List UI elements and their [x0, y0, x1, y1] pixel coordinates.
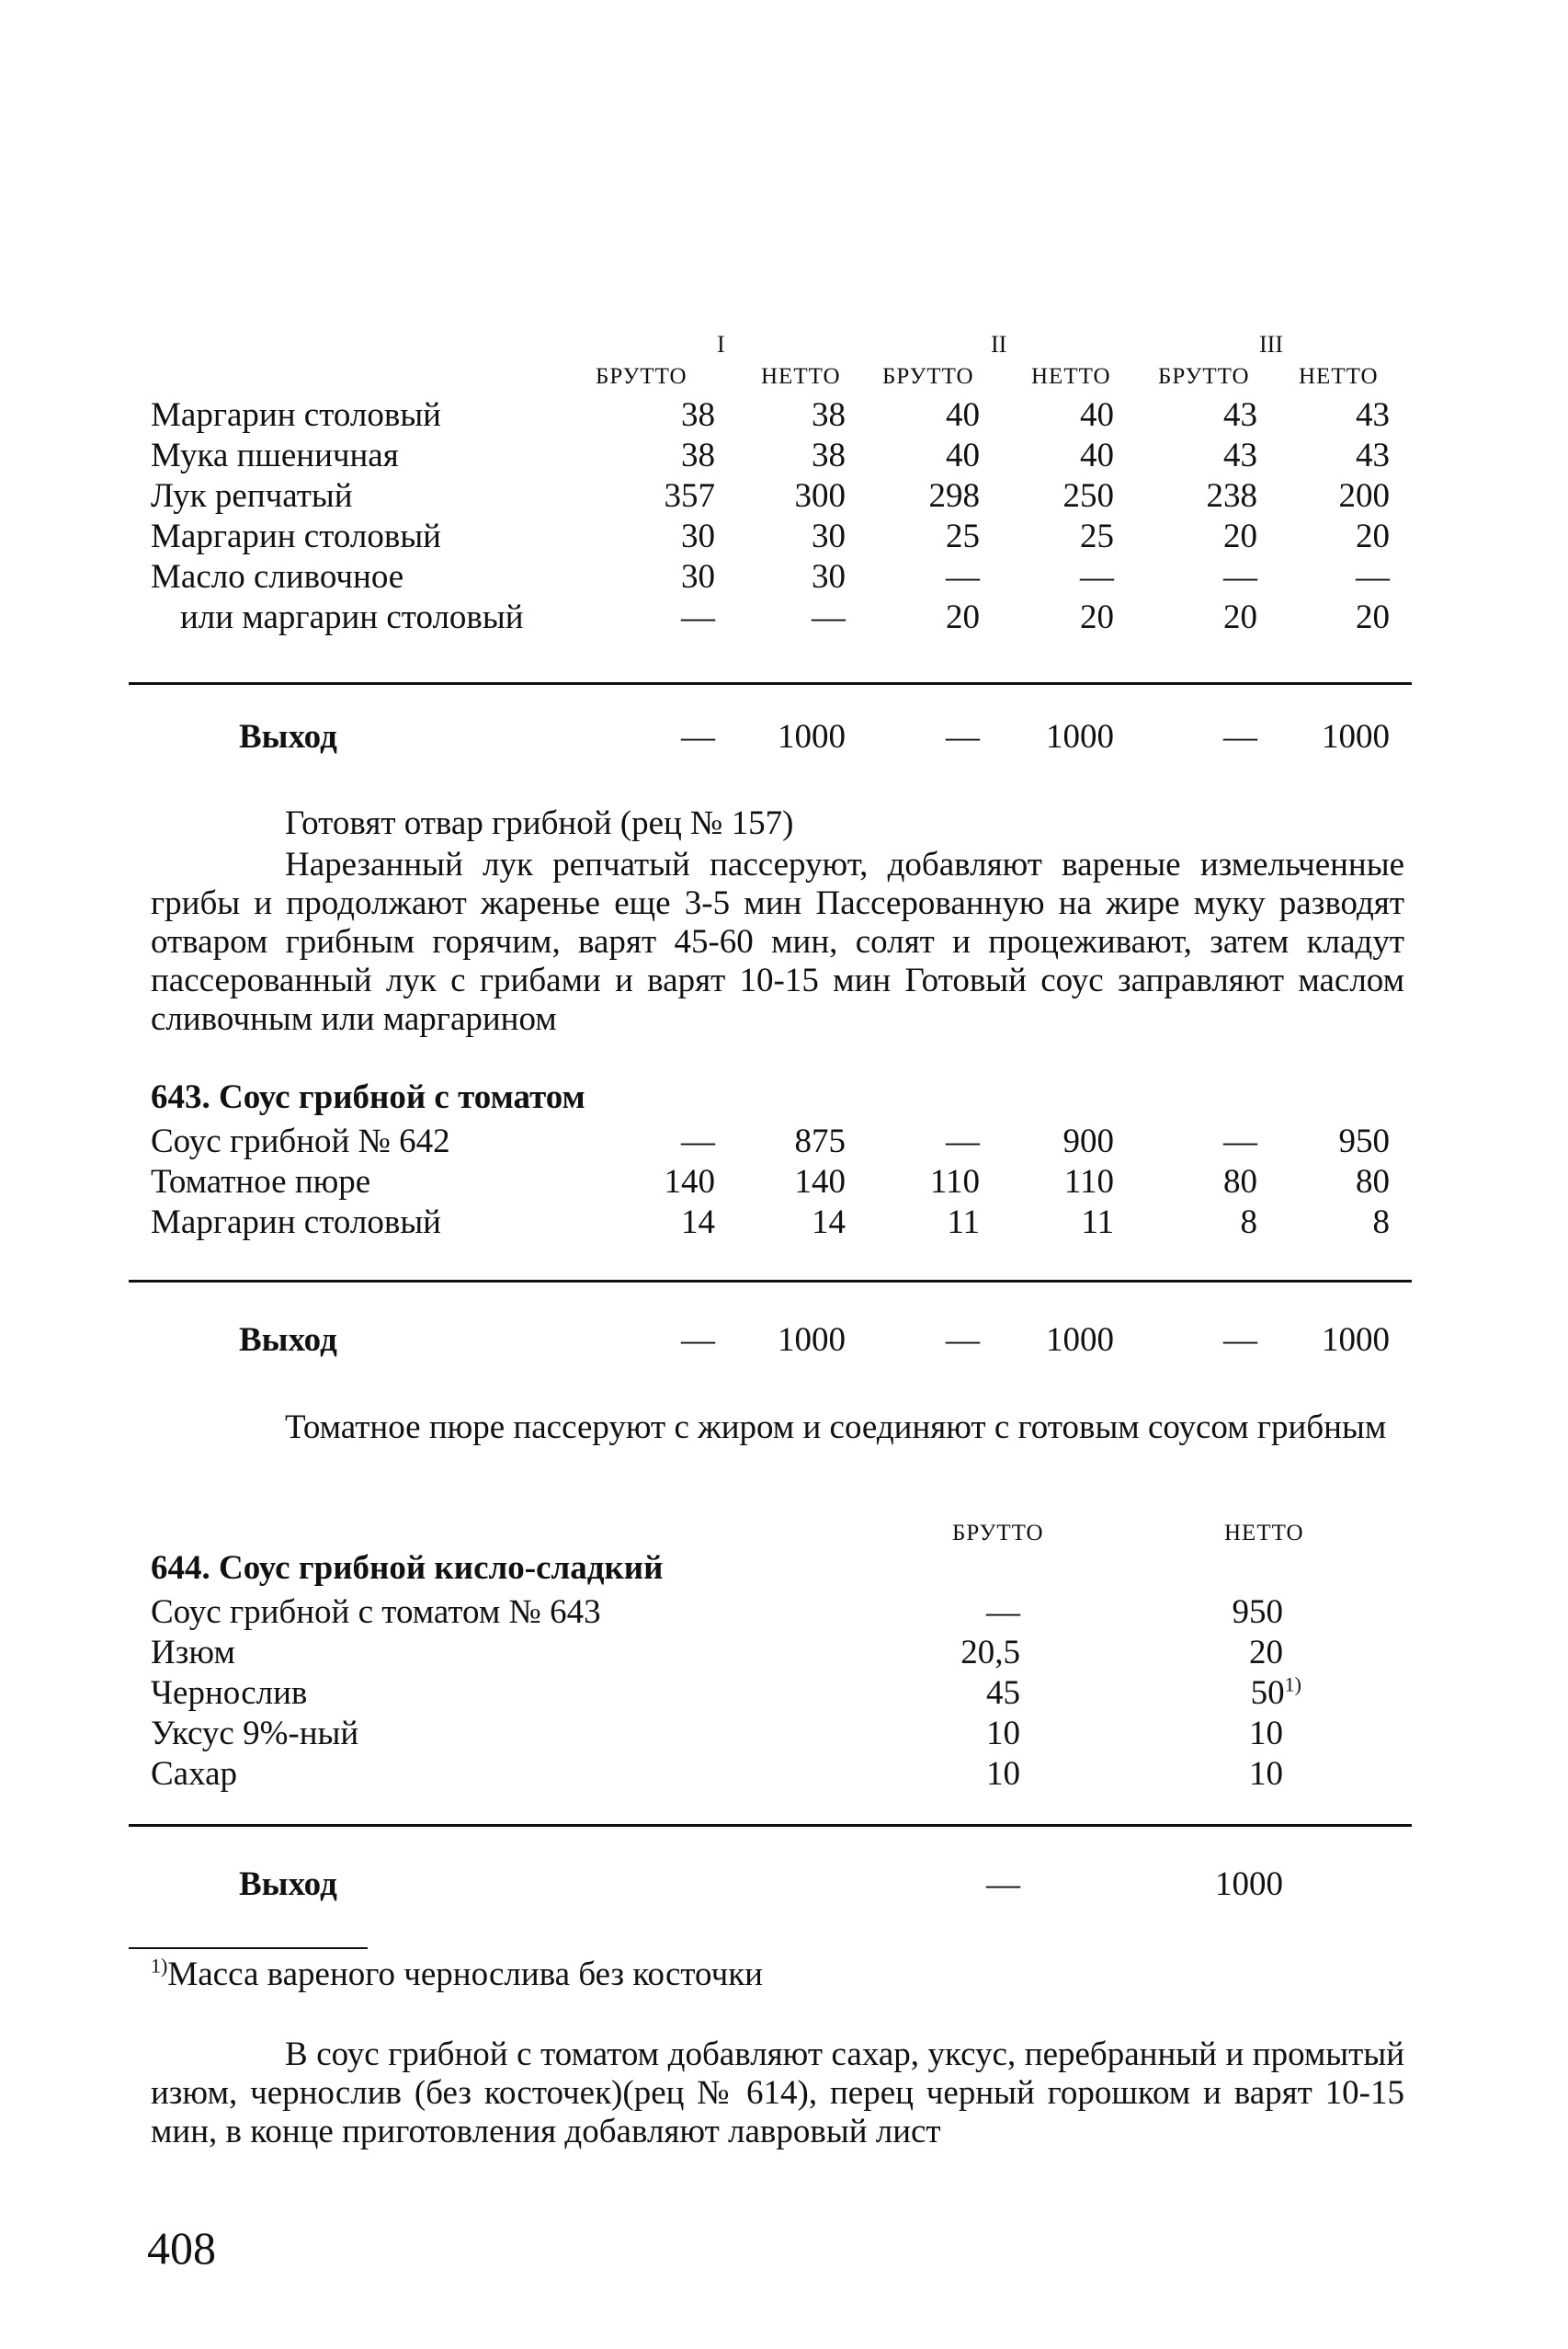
ingredient-value: 43 [1356, 437, 1390, 474]
ingredient-value: 30 [812, 518, 846, 555]
ingredient-value: 40 [1080, 396, 1114, 434]
recipe-title: 644. Соус грибной кисло-сладкий [151, 1549, 664, 1587]
col-header: НЕТТО [1224, 1521, 1304, 1545]
ingredient-value: — [946, 558, 980, 596]
group-header-1: I [717, 331, 725, 358]
ingredient-name: Масло сливочное [151, 558, 404, 596]
col-header: БРУТТО [952, 1521, 1044, 1545]
ingredient-value: 110 [1063, 1163, 1114, 1201]
ingredient-value-text: 20 [1249, 1634, 1283, 1671]
ingredient-value: 38 [812, 437, 846, 474]
footnote-mark: 1) [1284, 1672, 1301, 1696]
ingredient-value: 25 [946, 518, 980, 555]
table-rule [129, 1280, 1412, 1283]
ingredient-value-text: 20,5 [960, 1634, 1020, 1671]
ingredient-value: 11 [947, 1203, 980, 1241]
ingredient-value: 20 [1223, 518, 1257, 555]
footnote [151, 1956, 763, 1993]
ingredient-value: 300 [794, 477, 846, 515]
ingredient-value-text: 10 [986, 1715, 1020, 1752]
ingredient-value: 38 [681, 437, 715, 474]
ingredient-name: Маргарин столовый [151, 1203, 441, 1241]
ingredient-value: 20 [1080, 599, 1114, 636]
ingredient-value: 900 [1062, 1123, 1114, 1160]
ingredient-value-text: — [986, 1593, 1020, 1631]
output-label: Выход [239, 1321, 337, 1359]
ingredient-value: 40 [946, 396, 980, 434]
output-value: 1000 [1046, 1321, 1114, 1359]
output-value: — [1223, 718, 1257, 756]
ingredient-value: 8 [1240, 1203, 1257, 1241]
output-value: 1000 [1322, 718, 1390, 756]
footnote-mark: 1) [151, 1954, 168, 1978]
ingredient-value: — [812, 599, 846, 636]
recipe-title: 643. Соус грибной с томатом [151, 1078, 585, 1116]
output-value: 1000 [1322, 1321, 1390, 1359]
ingredient-name: Сахар [151, 1755, 238, 1793]
output-value: 1000 [1215, 1865, 1283, 1903]
col-header: БРУТТО [596, 364, 687, 389]
ingredient-value: 80 [1223, 1163, 1257, 1201]
ingredient-value: — [1356, 558, 1390, 596]
instructions-paragraph: Нарезанный лук репчатый пассеруют, добавляют вареные измельченные грибы и продолжают жаренье еще 3-5 мин Пассерованную на жире муку разводят отваром грибным горячим, варят 45-60 мин, солят и процеживают, затем кладут пассерованный лук с грибами и варят 10-15 мин Готовый соус заправляют маслом сливочным или маргарином [151, 846, 1404, 1038]
ingredient-value-text: 50 [1250, 1674, 1285, 1712]
ingredient-value: 238 [1206, 477, 1257, 515]
output-value: 1000 [778, 1321, 846, 1359]
ingredient-value: 110 [929, 1163, 980, 1201]
ingredient-value-text: 950 [1232, 1593, 1283, 1631]
output-value: 1000 [778, 718, 846, 756]
ingredient-value: 140 [664, 1163, 715, 1201]
ingredient-value [901, 1635, 1020, 1671]
ingredient-value-text: 10 [1249, 1715, 1283, 1752]
ingredient-value-text: 45 [986, 1674, 1020, 1712]
page-number: 408 [147, 2222, 216, 2274]
instructions-paragraph: Томатное пюре пассеруют с жиром и соединяют с готовым соусом грибным [285, 1408, 1387, 1446]
col-header: БРУТТО [882, 364, 974, 389]
ingredient-value [1164, 1756, 1283, 1793]
output-value: — [681, 1321, 715, 1359]
ingredient-value: 40 [1080, 437, 1114, 474]
ingredient-value-text: 10 [1249, 1755, 1283, 1793]
ingredient-name: Маргарин столовый [151, 396, 441, 434]
table-rule [129, 682, 1412, 685]
ingredient-value: 250 [1062, 477, 1114, 515]
ingredient-value: 40 [946, 437, 980, 474]
ingredient-value: 38 [681, 396, 715, 434]
ingredient-value: 20 [1356, 599, 1390, 636]
ingredient-value: 298 [928, 477, 980, 515]
ingredient-value: — [1080, 558, 1114, 596]
ingredient-value [901, 1756, 1020, 1793]
ingredient-name: Томатное пюре [151, 1163, 371, 1201]
ingredient-value-text: 10 [986, 1755, 1020, 1793]
ingredient-value: 30 [681, 558, 715, 596]
ingredient-value: 14 [681, 1203, 715, 1241]
ingredient-name: Соус грибной № 642 [151, 1123, 450, 1160]
ingredient-value [1164, 1635, 1283, 1671]
ingredient-value [901, 1716, 1020, 1752]
ingredient-value: — [681, 599, 715, 636]
ingredient-value: — [1223, 558, 1257, 596]
ingredient-value: 30 [681, 518, 715, 555]
output-value: — [946, 1321, 980, 1359]
ingredient-value [1164, 1672, 1301, 1712]
ingredient-value [1164, 1716, 1283, 1752]
ingredient-value: 20 [1223, 599, 1257, 636]
ingredient-value: 200 [1338, 477, 1390, 515]
output-value: — [1223, 1321, 1257, 1359]
ingredient-name: Изюм [151, 1634, 235, 1671]
footnote-text: Масса вареного чернослива без косточки [167, 1956, 763, 1993]
ingredient-name: Чернослив [151, 1674, 308, 1712]
output-value: — [681, 718, 715, 756]
ingredient-value [1164, 1594, 1283, 1631]
ingredient-value: 14 [812, 1203, 846, 1241]
ingredient-value: 20 [946, 599, 980, 636]
paragraph-line: Готовят отвар грибной (рец № 157) [285, 804, 794, 842]
ingredient-value: — [1223, 1123, 1257, 1160]
ingredient-name: Лук репчатый [151, 477, 353, 515]
output-value: — [986, 1865, 1020, 1903]
ingredient-name: Маргарин столовый [151, 518, 441, 555]
ingredient-value: 8 [1372, 1203, 1390, 1241]
ingredient-value: 80 [1356, 1163, 1390, 1201]
ingredient-value: 357 [664, 477, 715, 515]
ingredient-value: — [681, 1123, 715, 1160]
ingredient-value: — [946, 1123, 980, 1160]
output-label: Выход [239, 1865, 337, 1903]
ingredient-value: 43 [1356, 396, 1390, 434]
instructions-paragraph: В соус грибной с томатом добавляют сахар, уксус, перебранный и промытый изюм, чернослив (без косточек)(рец № 614), перец черный горошком и варят 10-15 мин, в конце приготовления добавляют лавровый лист [151, 2035, 1404, 2150]
ingredient-value: 140 [794, 1163, 846, 1201]
ingredient-value: 875 [794, 1123, 846, 1160]
output-value: 1000 [1046, 718, 1114, 756]
ingredient-value: 20 [1356, 518, 1390, 555]
output-label: Выход [239, 718, 337, 756]
ingredient-name: или маргарин столовый [180, 599, 524, 636]
ingredient-value: 950 [1338, 1123, 1390, 1160]
ingredient-value: 38 [812, 396, 846, 434]
ingredient-value: 30 [812, 558, 846, 596]
ingredient-value [901, 1675, 1020, 1712]
table-rule [129, 1824, 1412, 1827]
col-header: НЕТТО [1031, 364, 1111, 389]
group-header-3: III [1259, 331, 1283, 358]
ingredient-name: Уксус 9%-ный [151, 1715, 359, 1752]
footnote-rule [129, 1947, 368, 1949]
ingredient-name: Мука пшеничная [151, 437, 399, 474]
group-header-2: II [991, 331, 1007, 358]
ingredient-name: Соус грибной с томатом № 643 [151, 1593, 601, 1631]
ingredient-value [901, 1594, 1020, 1631]
col-header: БРУТТО [1158, 364, 1250, 389]
ingredient-value: 43 [1223, 396, 1257, 434]
col-header: НЕТТО [1299, 364, 1379, 389]
ingredient-value: 11 [1081, 1203, 1114, 1241]
ingredient-value: 25 [1080, 518, 1114, 555]
col-header: НЕТТО [761, 364, 841, 389]
output-value: — [946, 718, 980, 756]
ingredient-value: 43 [1223, 437, 1257, 474]
